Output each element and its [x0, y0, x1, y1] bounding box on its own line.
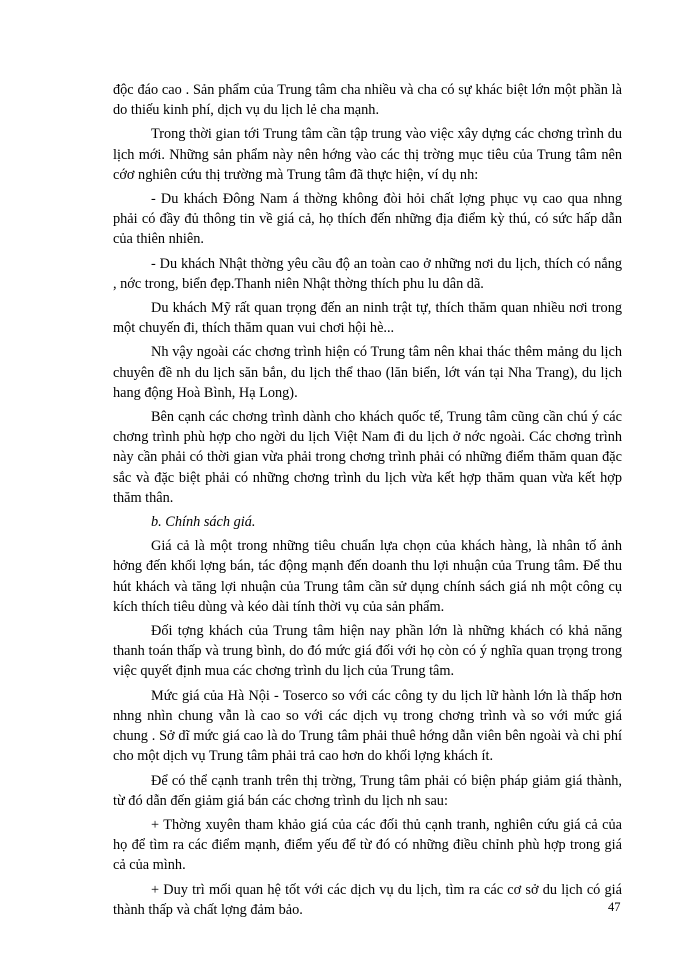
page-number: 47 [608, 900, 621, 914]
paragraph-japanese-tourists: - Du khách Nhật thờng yêu cầu độ an toàn cao ở những nơi du lịch, thích có nắng , nớc trong, biển đẹp.Thanh niên Nhật thờng thích phu lu dân dã. [113, 255, 622, 292]
paragraph-outbound-programs: Bên cạnh các chơng trình dành cho khách quốc tế, Trung tâm cũng cần chú ý các chơng trình phù hợp cho ngời du lịch Việt Nam đi du lịch ở nớc ngoài. Các chơng trình này cần phải có thời gian vừa phải trong chơng trình phải có những điểm thăm quan đặc sắc và đặc biệt phải có những chơng trình du lịch vừa kết hợp thăm quan vừa kết hợp thăm thân. [113, 409, 622, 506]
paragraph-price-level: Mức giá của Hà Nội - Toserco so với các công ty du lịch lữ hành lớn là thấp hơn nhng nhìn chung vẫn là cao so với các dịch vụ trong chơng trình và so với mức giá chung . Sở dĩ mức giá cao là do Trung tâm phải thuê hớng dẫn viên bên ngoài và chi phí cho một dịch vụ Trung tâm phải trả cao hơn do khối lợng khách ít. [113, 687, 622, 765]
paragraph-measure-partner-relations: + Duy trì mối quan hệ tốt với các dịch vụ du lịch, tìm ra các cơ sở du lịch có giá thành thấp và chất lợng đảm bảo. [113, 881, 622, 918]
section-heading-pricing-policy: b. Chính sách giá. [151, 514, 256, 531]
paragraph-price-importance: Giá cả là một trong những tiêu chuẩn lựa chọn của khách hàng, là nhân tố ảnh hởng đến khối lợng bán, tác động mạnh đến doanh thu lợi nhuận của Trung tâm. Để thu hút khách và tăng lợi nhuận của Trung tâm cần sử dụng chính sách giá nh một công cụ kích thích tiêu dùng và kéo dài tính thời vụ của sản phẩm. [113, 538, 622, 615]
paragraph-southeast-asia-tourists: - Du khách Đông Nam á thờng không đòi hỏi chất lợng phục vụ cao qua nhng phải có đầy đủ thông tin về giá cả, họ thích đến những địa điểm kỳ thú, có sức hấp dẫn của thiên nhiên. [113, 191, 622, 248]
paragraph-intro-continued: độc đáo cao . Sản phẩm của Trung tâm cha nhiều và cha có sự khác biệt lớn một phần là do thiếu kinh phí, dịch vụ du lịch lẻ cha mạnh. [113, 82, 622, 119]
paragraph-measure-competitor-prices: + Thờng xuyên tham khảo giá của các đối thủ cạnh tranh, nghiên cứu giá cả của họ để tìm ra các điểm mạnh, điểm yếu để từ đó có những điều chỉnh phù hợp trong giá cả của mình. [113, 816, 622, 874]
paragraph-new-programs: Trong thời gian tới Trung tâm cần tập trung vào việc xây dựng các chơng trình du lịch mới. Những sản phẩm này nên hớng vào các thị trờng mục tiêu của Trung tâm nên cớơ nghiên cứu thị trường mà Trung tâm đã thực hiện, ví dụ nh: [113, 126, 622, 183]
document-body [113, 80, 622, 924]
paragraph-competition-measures: Để có thể cạnh tranh trên thị trờng, Trung tâm phải có biện pháp giảm giá thành, từ đó dẫn đến giảm giá bán các chơng trình du lịch nh sau: [113, 772, 622, 809]
paragraph-customer-segment: Đối tợng khách của Trung tâm hiện nay phần lớn là những khách có khả năng thanh toán thấp và trung bình, do đó mức giá đối với họ còn có ý nghĩa quan trọng trong việc quyết định mua các chơng trình du lịch của Trung tâm. [113, 623, 622, 680]
paragraph-thematic-tourism: Nh vậy ngoài các chơng trình hiện có Trung tâm nên khai thác thêm mảng du lịch chuyên đề nh du lịch săn bắn, du lịch thể thao (lăn biển, lớt ván tại Nha Trang), du lịch hang động Hoà Bình, Hạ Long). [113, 344, 622, 401]
paragraph-american-tourists: Du khách Mỹ rất quan trọng đến an ninh trật tự, thích thăm quan nhiều nơi trong một chuyến đi, thích thăm quan vui chơi hội hè... [113, 300, 622, 337]
